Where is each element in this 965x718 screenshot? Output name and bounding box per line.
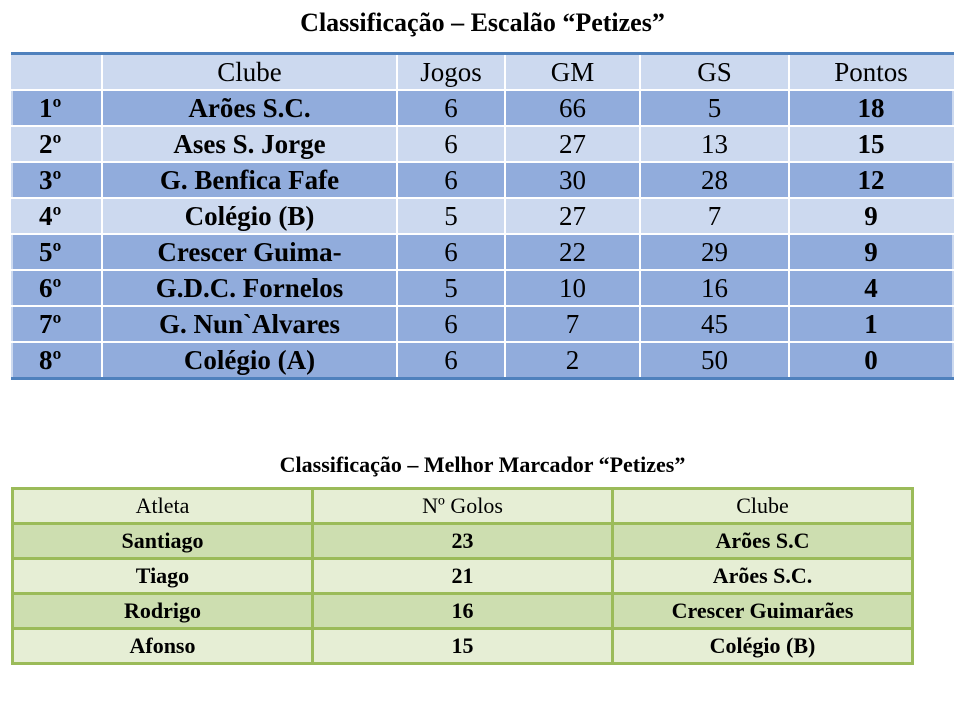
gs-cell: 7: [640, 198, 789, 234]
games-cell: 6: [397, 342, 505, 379]
club-cell: Arões S.C: [613, 524, 913, 559]
header-gm: GM: [505, 54, 640, 91]
gs-cell: 50: [640, 342, 789, 379]
club-cell: Ases S. Jorge: [102, 126, 397, 162]
header-club: Clube: [613, 489, 913, 524]
gs-cell: 5: [640, 90, 789, 126]
table-row: [12, 126, 953, 162]
goals-cell: 16: [313, 594, 613, 629]
athlete-cell: Rodrigo: [13, 594, 313, 629]
gm-cell: 22: [505, 234, 640, 270]
table-row: [12, 342, 953, 379]
rank-cell: 7º: [12, 306, 102, 342]
points-cell: 15: [789, 126, 953, 162]
games-cell: 6: [397, 90, 505, 126]
scorers-header-row: [13, 489, 913, 524]
athlete-cell: Santiago: [13, 524, 313, 559]
standings-title: Classificação – Escalão “Petizes”: [300, 8, 665, 37]
header-athlete: Atleta: [13, 489, 313, 524]
games-cell: 5: [397, 270, 505, 306]
table-row: [12, 90, 953, 126]
rank-cell: 8º: [12, 342, 102, 379]
header-goals: Nº Golos: [313, 489, 613, 524]
points-cell: 0: [789, 342, 953, 379]
gm-cell: 7: [505, 306, 640, 342]
gs-cell: 29: [640, 234, 789, 270]
header-rank: [12, 54, 102, 91]
rank-cell: 1º: [12, 90, 102, 126]
club-cell: Crescer Guima-: [102, 234, 397, 270]
athlete-cell: Afonso: [13, 629, 313, 664]
games-cell: 6: [397, 234, 505, 270]
header-games: Jogos: [397, 54, 505, 91]
club-cell: G.D.C. Fornelos: [102, 270, 397, 306]
goals-cell: 23: [313, 524, 613, 559]
games-cell: 6: [397, 162, 505, 198]
table-row: [12, 198, 953, 234]
table-row: [12, 162, 953, 198]
club-cell: Colégio (B): [613, 629, 913, 664]
gs-cell: 13: [640, 126, 789, 162]
table-row: [13, 594, 913, 629]
goals-cell: 21: [313, 559, 613, 594]
club-cell: G. Benfica Fafe: [102, 162, 397, 198]
athlete-cell: Tiago: [13, 559, 313, 594]
points-cell: 18: [789, 90, 953, 126]
goals-cell: 15: [313, 629, 613, 664]
club-cell: Colégio (A): [102, 342, 397, 379]
points-cell: 9: [789, 234, 953, 270]
table-row: [13, 559, 913, 594]
table-row: [12, 270, 953, 306]
header-gs: GS: [640, 54, 789, 91]
points-cell: 1: [789, 306, 953, 342]
points-cell: 4: [789, 270, 953, 306]
gs-cell: 28: [640, 162, 789, 198]
points-cell: 12: [789, 162, 953, 198]
standings-header-row: [12, 54, 953, 91]
club-cell: G. Nun`Alvares: [102, 306, 397, 342]
header-club: Clube: [102, 54, 397, 91]
scorers-table: [11, 487, 914, 665]
gs-cell: 16: [640, 270, 789, 306]
standings-table: [11, 52, 954, 380]
club-cell: Arões S.C.: [613, 559, 913, 594]
header-points: Pontos: [789, 54, 953, 91]
gs-cell: 45: [640, 306, 789, 342]
games-cell: 6: [397, 306, 505, 342]
scorers-title: Classificação – Melhor Marcador “Petizes”: [279, 452, 686, 477]
rank-cell: 6º: [12, 270, 102, 306]
points-cell: 9: [789, 198, 953, 234]
gm-cell: 27: [505, 126, 640, 162]
rank-cell: 3º: [12, 162, 102, 198]
table-row: [12, 306, 953, 342]
table-row: [13, 524, 913, 559]
gm-cell: 30: [505, 162, 640, 198]
table-row: [13, 629, 913, 664]
games-cell: 5: [397, 198, 505, 234]
club-cell: Colégio (B): [102, 198, 397, 234]
games-cell: 6: [397, 126, 505, 162]
rank-cell: 2º: [12, 126, 102, 162]
gm-cell: 10: [505, 270, 640, 306]
gm-cell: 27: [505, 198, 640, 234]
rank-cell: 5º: [12, 234, 102, 270]
gm-cell: 2: [505, 342, 640, 379]
table-row: [12, 234, 953, 270]
gm-cell: 66: [505, 90, 640, 126]
club-cell: Crescer Guimarães: [613, 594, 913, 629]
rank-cell: 4º: [12, 198, 102, 234]
club-cell: Arões S.C.: [102, 90, 397, 126]
